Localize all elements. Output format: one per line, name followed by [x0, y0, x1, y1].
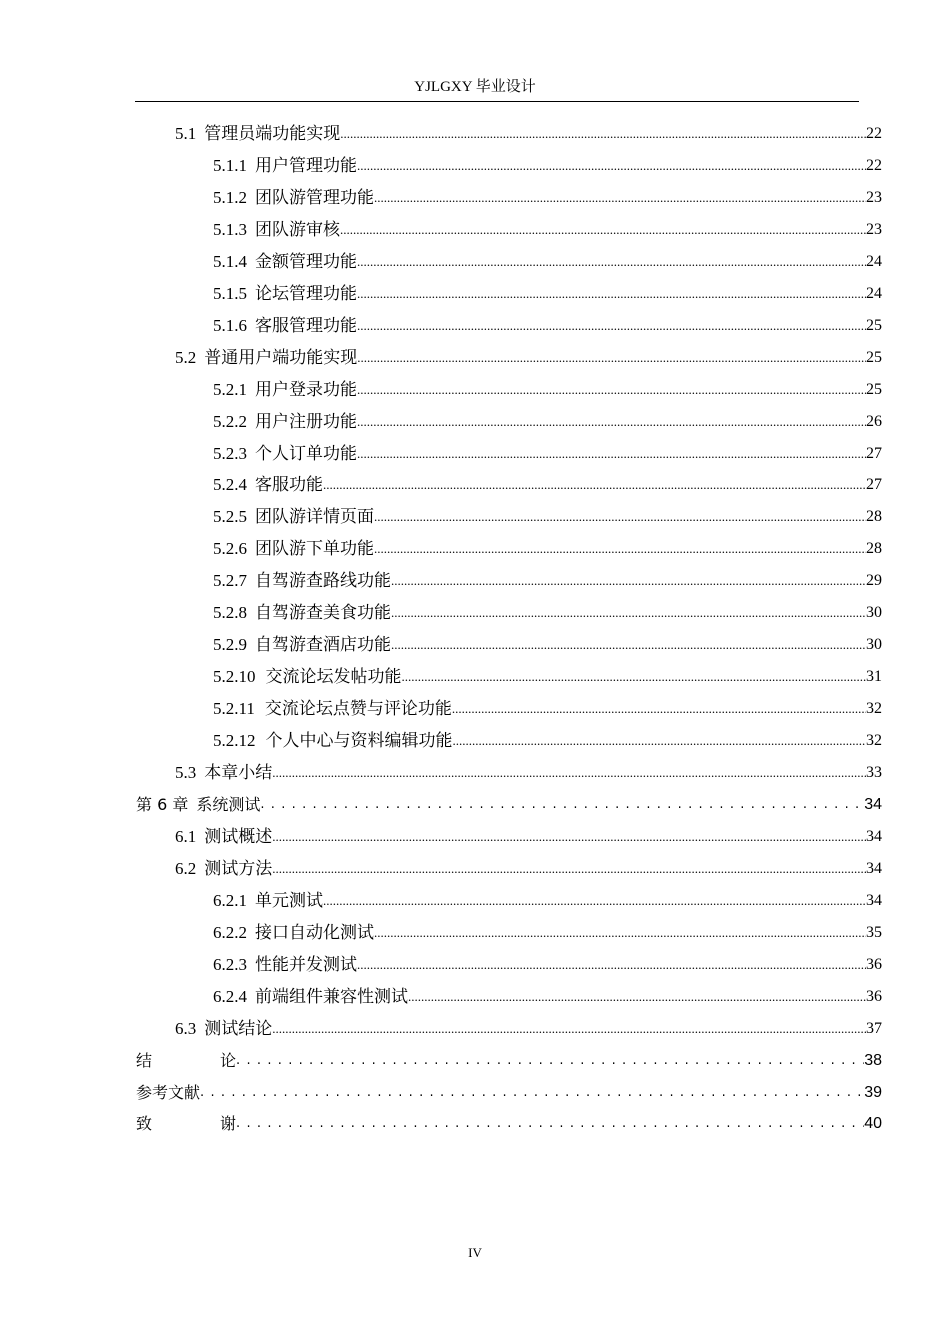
toc-entry-number: 5.2.6 — [213, 539, 247, 558]
toc-leader-dots — [374, 190, 866, 208]
toc-entry-number: 5.1.5 — [213, 284, 247, 303]
toc-entry-number: 5.2.4 — [213, 475, 247, 494]
toc-entry-page: 36 — [866, 956, 882, 973]
toc-entry[interactable] — [175, 855, 882, 879]
toc-entry-page: 33 — [866, 764, 882, 781]
toc-entry-page: 40 — [864, 1115, 882, 1132]
toc-entry-title: 系统测试 — [196, 795, 261, 814]
toc-leader-dots — [357, 318, 866, 336]
toc-leader-dots — [340, 222, 866, 240]
toc-leader-dots — [357, 286, 866, 304]
toc-entry-title: 接口自动化测试 — [255, 923, 374, 942]
toc-entry-page: 36 — [866, 988, 882, 1005]
toc-entry[interactable] — [213, 440, 882, 464]
toc-entry-title: 测试结论 — [204, 1019, 273, 1038]
toc-entry-title: 测试方法 — [204, 859, 273, 878]
toc-entry[interactable] — [175, 1015, 882, 1039]
toc-leader-dots — [357, 158, 866, 176]
toc-leader-dots — [452, 701, 866, 719]
toc-entry-title: 性能并发测试 — [255, 955, 357, 974]
toc-entry-number: 5.1 — [175, 124, 197, 143]
toc-entry[interactable] — [136, 791, 882, 815]
toc-entry-title: 测试概述 — [204, 827, 273, 846]
page-number: IV — [468, 1245, 482, 1260]
toc-entry-title: 参考文献 — [136, 1083, 201, 1102]
toc-entry[interactable] — [213, 248, 882, 272]
toc-entry-page: 30 — [866, 604, 882, 621]
toc-entry-page: 25 — [866, 381, 882, 398]
toc-entry-page: 35 — [866, 924, 882, 941]
toc-entry-page: 22 — [866, 157, 882, 174]
toc-entry[interactable] — [213, 535, 882, 559]
toc-leader-dots — [402, 669, 867, 687]
toc-entry[interactable] — [136, 1110, 882, 1134]
toc-entry-page: 24 — [866, 285, 882, 302]
toc-entry-title: 交流论坛点赞与评论功能 — [264, 699, 452, 718]
header-rule — [135, 101, 859, 102]
toc-entry-number: 5.2 — [175, 348, 197, 367]
page-header: YJLGXY 毕业设计 — [414, 79, 536, 95]
toc-leader-dots — [272, 1021, 866, 1039]
toc-entry[interactable] — [213, 887, 882, 911]
toc-leader-dots — [200, 1085, 864, 1103]
toc-entry-number: 6.2.3 — [213, 955, 247, 974]
toc-entry-number: 5.2.8 — [213, 603, 247, 622]
toc-entry-title: 用户管理功能 — [255, 156, 357, 175]
toc-entry-title: 管理员端功能实现 — [204, 124, 341, 143]
toc-entry-title: 团队游管理功能 — [255, 188, 374, 207]
toc-entry-page: 24 — [866, 253, 882, 270]
toc-entry-page: 23 — [866, 189, 882, 206]
toc-entry-page: 34 — [864, 796, 882, 813]
toc-entry-title: 自驾游查路线功能 — [255, 571, 391, 590]
toc-leader-dots — [374, 509, 866, 527]
toc-entry[interactable] — [136, 1079, 882, 1103]
toc-entry-number: 5.1.3 — [213, 220, 247, 239]
toc-entry[interactable] — [213, 695, 882, 719]
toc-entry-title: 用户登录功能 — [255, 380, 357, 399]
toc-entry-title: 本章小结 — [204, 763, 273, 782]
toc-entry[interactable] — [213, 184, 882, 208]
toc-leader-dots — [340, 126, 866, 144]
toc-entry[interactable] — [213, 983, 882, 1007]
toc-entry[interactable] — [213, 567, 882, 591]
toc-entry-title: 客服管理功能 — [255, 316, 357, 335]
toc-entry-title: 个人中心与资料编辑功能 — [265, 731, 453, 750]
toc-entry-title: 自驾游查美食功能 — [255, 603, 391, 622]
toc-entry-page: 26 — [866, 413, 882, 430]
toc-leader-dots — [453, 733, 867, 751]
toc-entry-page: 32 — [866, 700, 882, 717]
toc-entry-page: 39 — [864, 1084, 882, 1101]
toc-entry-title: 交流论坛发帖功能 — [265, 667, 402, 686]
toc-leader-dots — [357, 382, 866, 400]
toc-entry-page: 30 — [866, 636, 882, 653]
toc-entry-number: 5.2.7 — [213, 571, 247, 590]
toc-entry-title: 金额管理功能 — [255, 252, 357, 271]
toc-entry[interactable] — [213, 312, 882, 336]
toc-entry-title: 论 — [220, 1051, 237, 1070]
toc-leader-dots — [260, 797, 864, 815]
toc-entry-page: 27 — [866, 445, 882, 462]
toc-leader-dots — [272, 765, 866, 783]
toc-leader-dots — [357, 957, 866, 975]
toc-leader-dots — [391, 573, 866, 591]
toc-entry-number: 5.2.1 — [213, 380, 247, 399]
toc-entry-number: 5.2.12 — [213, 731, 256, 750]
toc-leader-dots — [323, 893, 866, 911]
toc-entry-title: 论坛管理功能 — [255, 284, 357, 303]
toc-entry[interactable] — [175, 120, 882, 144]
toc-entry[interactable] — [175, 759, 882, 783]
toc-entry-number: 5.2.2 — [213, 412, 247, 431]
toc-entry-number: 5.3 — [175, 763, 197, 782]
toc-entry-number: 5.2.3 — [213, 444, 247, 463]
toc-entry-number: 6.2.4 — [213, 987, 247, 1006]
toc-entry[interactable] — [213, 408, 882, 432]
toc-leader-dots — [374, 541, 866, 559]
toc-entry-number: 结 — [136, 1051, 153, 1070]
toc-entry-title: 团队游审核 — [255, 220, 340, 239]
toc-leader-dots — [357, 254, 866, 272]
toc-entry-title: 团队游详情页面 — [255, 507, 374, 526]
toc-entry-number: 第 6 章 — [136, 795, 189, 814]
toc-entry-title: 客服功能 — [255, 475, 323, 494]
toc-entry-number: 6.2.1 — [213, 891, 247, 910]
toc-entry[interactable] — [213, 376, 882, 400]
toc-entry-title: 用户注册功能 — [255, 412, 357, 431]
toc-entry[interactable] — [213, 152, 882, 176]
toc-leader-dots — [236, 1053, 864, 1071]
toc-entry-page: 23 — [866, 221, 882, 238]
toc-entry-page: 29 — [866, 572, 882, 589]
toc-entry[interactable] — [213, 663, 882, 687]
toc-entry-page: 34 — [866, 828, 882, 845]
toc-entry-page: 38 — [864, 1052, 882, 1069]
toc-entry[interactable] — [175, 344, 882, 368]
toc-leader-dots — [323, 477, 866, 495]
toc-entry-page: 27 — [866, 476, 882, 493]
toc-entry-number: 6.3 — [175, 1019, 197, 1038]
toc-entry[interactable] — [213, 280, 882, 304]
toc-entry-number: 5.2.11 — [213, 699, 255, 718]
toc-entry-page: 28 — [866, 540, 882, 557]
toc-entry[interactable] — [213, 631, 882, 655]
toc-entry-number: 5.2.9 — [213, 635, 247, 654]
toc-entry-number: 5.1.6 — [213, 316, 247, 335]
toc-leader-dots — [391, 637, 866, 655]
toc-leader-dots — [357, 350, 866, 368]
toc-entry-page: 34 — [866, 892, 882, 909]
toc-entry-page: 32 — [866, 732, 882, 749]
toc-entry[interactable] — [213, 503, 882, 527]
toc-entry-number: 5.1.2 — [213, 188, 247, 207]
toc-leader-dots — [357, 414, 866, 432]
toc-leader-dots — [357, 446, 866, 464]
toc-leader-dots — [391, 605, 866, 623]
toc-entry-number: 致 — [136, 1114, 153, 1133]
toc-entry-title: 自驾游查酒店功能 — [255, 635, 391, 654]
toc-leader-dots — [236, 1116, 864, 1134]
toc-entry-title: 普通用户端功能实现 — [204, 348, 358, 367]
toc-entry[interactable] — [213, 471, 882, 495]
toc-entry-number: 6.1 — [175, 827, 197, 846]
toc-leader-dots — [374, 925, 866, 943]
toc-entry[interactable] — [175, 823, 882, 847]
toc-leader-dots — [272, 829, 866, 847]
toc-entry[interactable] — [136, 1047, 882, 1071]
toc-leader-dots — [408, 989, 866, 1007]
toc-entry[interactable] — [213, 951, 882, 975]
toc-entry-title: 团队游下单功能 — [255, 539, 374, 558]
toc-entry-page: 22 — [866, 125, 882, 142]
toc-entry[interactable] — [213, 599, 882, 623]
toc-entry-number: 6.2.2 — [213, 923, 247, 942]
toc-entry-page: 31 — [866, 668, 882, 685]
toc-entry-title: 前端组件兼容性测试 — [255, 987, 408, 1006]
toc-entry-title: 谢 — [220, 1114, 237, 1133]
toc-leader-dots — [272, 861, 866, 879]
toc-entry-number: 5.2.5 — [213, 507, 247, 526]
toc-entry-title: 单元测试 — [255, 891, 323, 910]
toc-entry-number: 5.2.10 — [213, 667, 256, 686]
toc-entry[interactable] — [213, 919, 882, 943]
toc-entry[interactable] — [213, 727, 882, 751]
toc-entry-number: 5.1.1 — [213, 156, 247, 175]
toc-entry-title: 个人订单功能 — [255, 444, 357, 463]
toc-entry-number: 5.1.4 — [213, 252, 247, 271]
toc-entry-page: 28 — [866, 508, 882, 525]
toc-entry-number: 6.2 — [175, 859, 197, 878]
toc-entry-page: 25 — [866, 349, 882, 366]
toc-entry-page: 34 — [866, 860, 882, 877]
toc-entry-page: 37 — [866, 1020, 882, 1037]
toc-entry[interactable] — [213, 216, 882, 240]
toc-entry-page: 25 — [866, 317, 882, 334]
